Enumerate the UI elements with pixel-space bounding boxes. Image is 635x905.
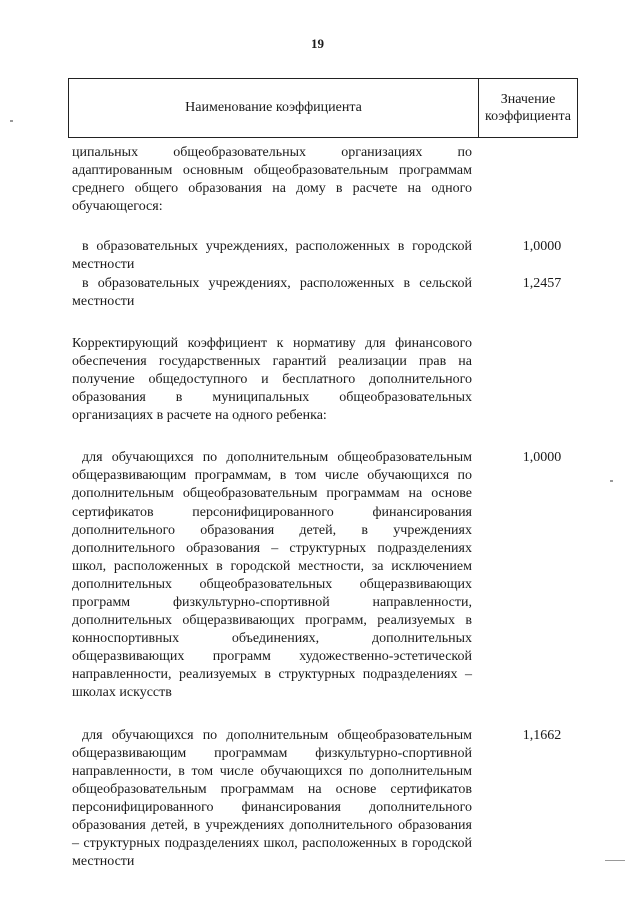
row-text: в образовательных учреждениях, расположенных в сельской местности: [72, 275, 472, 309]
continuation-text: ципальных общеобразовательных организациях по адаптированным основным общеобразовательным программам среднего общего образования на дому в расчете на одного обучающегося:: [72, 145, 472, 215]
scan-speck: [10, 120, 13, 122]
row-value: 1,0000: [522, 239, 562, 255]
scan-speck: [610, 480, 613, 482]
row-text: для обучающихся по дополнительным общеобразовательным общеразвивающим программам, в том числе обучающихся по дополнительным общеобразовательным программам на основе сертификатов персонифицированного финансирования дополнительного образования детей, в учреждениях дополнительного образования – структурных подразделениях школ, расположенных в городской местности, за исключением дополнительных общеобразовательных общеразвивающих программ физкультурно-спортивной направленности, дополнительных общеразвивающих программ, реализуемых в конноспортивных объединениях, дополнительных общеразвивающих программ художественно-эстетической направленности, реализуемых в структурных подразделениях – школах искусств: [72, 450, 472, 701]
page-number: 19: [311, 36, 324, 51]
table-body: [72, 144, 582, 871]
header-value-line1: Значение: [500, 92, 556, 107]
section-heading: Корректирующий коэффициент к нормативу для финансового обеспечения государственных гарантий реализации прав на получение общедоступного и бесплатного дополнительного образования в муниципальных общеобразовательных организациях в расчете на одного ребенка:: [72, 335, 472, 424]
table-row: [72, 238, 582, 274]
table-row: [72, 727, 582, 872]
header-value-column: [479, 79, 577, 137]
table-row: [72, 275, 582, 311]
row-value: 1,2457: [522, 275, 562, 291]
row-value: 1,0000: [522, 450, 562, 466]
row-value: 1,1662: [522, 727, 562, 743]
table-header: [68, 78, 578, 138]
header-value-line2: коэффициента: [485, 109, 571, 124]
row-text: в образовательных учреждениях, расположенных в городской местности: [72, 239, 472, 273]
row-text: для обучающихся по дополнительным общеобразовательным общеразвивающим программам физкультурно-спортивной направленности, в том числе обучающихся по дополнительным общеобразовательным программам на основе сертификатов персонифицированного финансирования дополнительного образования детей, в учреждениях дополнительного образования – структурных подразделениях школ, расположенных в городской местности: [72, 727, 472, 870]
header-name-column: Наименование коэффициента: [69, 79, 479, 137]
table-row: [72, 449, 582, 702]
scan-speck: [605, 860, 625, 861]
